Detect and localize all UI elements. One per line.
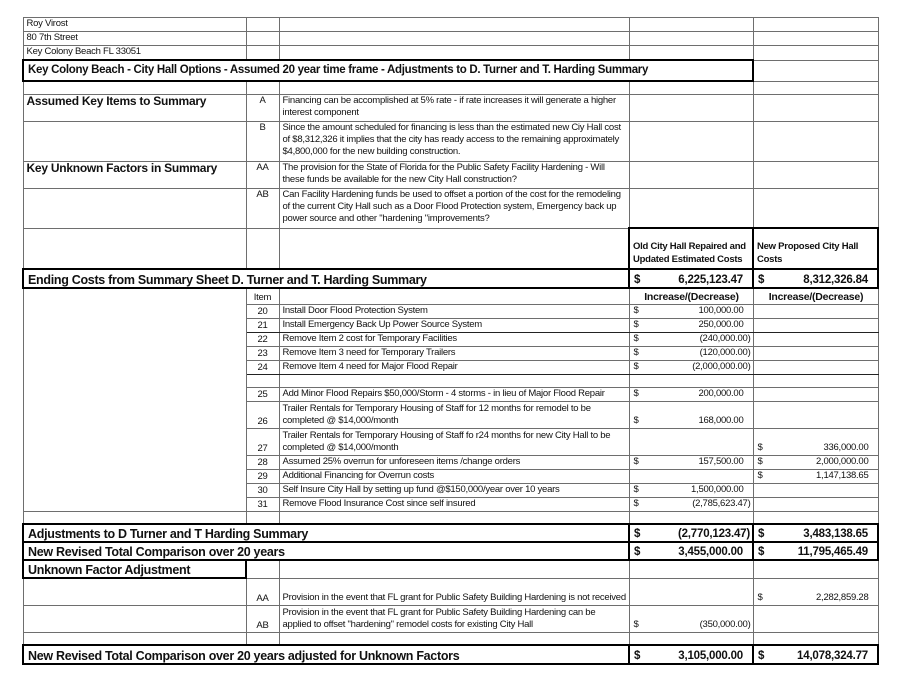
currency-symbol: $ <box>633 332 639 344</box>
item-number: 28 <box>246 455 279 469</box>
unknown-code: AA <box>246 578 279 605</box>
new-cost-cell <box>753 387 878 401</box>
new-cost-cell <box>753 332 878 346</box>
section-label <box>23 188 246 228</box>
item-number: 25 <box>246 387 279 401</box>
amount: (120,000.00) <box>699 346 751 358</box>
assumption-row <box>23 188 878 228</box>
currency-symbol: $ <box>757 455 763 467</box>
currency-symbol: $ <box>758 528 765 540</box>
item-description: Trailer Rentals for Temporary Housing of Staff fo r24 months for new City Hall to be completed @ $14,000/month <box>279 428 629 455</box>
section-label: Key Unknown Factors in Summary <box>23 161 246 188</box>
city-hall-options-table <box>22 17 879 665</box>
empty-cell <box>279 511 629 524</box>
old-cost-cell <box>629 497 753 511</box>
currency-symbol: $ <box>633 318 639 330</box>
currency-symbol: $ <box>758 274 765 286</box>
old-costs-header: Old City Hall Repaired and Updated Estimated Costs <box>629 228 753 269</box>
item-description: Additional Financing for Overrun costs <box>279 469 629 483</box>
new-revised-new-cell <box>753 542 878 560</box>
unknown-factor-rows <box>23 578 878 632</box>
item-number: 29 <box>246 469 279 483</box>
empty-cell <box>753 511 878 524</box>
item-description: Self Insure City Hall by setting up fund @$150,000/year over 10 years <box>279 483 629 497</box>
change-header-new: Increase/(Decrease) <box>753 288 878 304</box>
currency-symbol: $ <box>633 455 639 467</box>
unknown-factor-row <box>23 605 878 632</box>
ending-costs-new-cell <box>753 269 878 288</box>
empty-cell <box>23 578 246 605</box>
item-number: 26 <box>246 401 279 428</box>
new-cost-cell <box>753 346 878 360</box>
amount: 1,147,138.65 <box>816 469 869 481</box>
item-number <box>246 374 279 387</box>
item-description: Add Minor Flood Repairs $50,000/Storm - 4 storms - in lieu of Major Flood Repair <box>279 387 629 401</box>
empty-cell <box>279 632 629 645</box>
empty-cell <box>629 81 753 94</box>
amount: (2,785,623.47) <box>692 497 751 509</box>
old-cost-cell <box>629 304 753 318</box>
new-costs-header: New Proposed City Hall Costs <box>753 228 878 269</box>
new-cost-cell <box>753 605 878 632</box>
old-cost-cell <box>629 401 753 428</box>
empty-cell <box>629 46 753 61</box>
empty-cell <box>246 228 279 269</box>
new-cost-cell <box>753 483 878 497</box>
empty-cell <box>279 228 629 269</box>
new-revised-label: New Revised Total Comparison over 20 years <box>23 542 629 560</box>
new-cost-cell <box>753 455 878 469</box>
empty-cell <box>629 18 753 32</box>
sender-line: Key Colony Beach FL 33051 <box>23 46 246 61</box>
old-cost-cell <box>629 318 753 332</box>
assumption-row <box>23 121 878 161</box>
ending-costs-new-amount: 8,312,326.84 <box>803 274 868 286</box>
sender-row <box>23 46 878 61</box>
adjustments-label: Adjustments to D Turner and T Harding Summary <box>23 524 629 542</box>
final-old-amount: 3,105,000.00 <box>678 650 743 662</box>
empty-cell <box>246 18 279 32</box>
empty-cell <box>629 511 753 524</box>
amount: (240,000.00) <box>699 332 751 344</box>
empty-cell <box>246 32 279 46</box>
item-number: 23 <box>246 346 279 360</box>
currency-symbol: $ <box>633 497 639 509</box>
amount: 250,000.00 <box>698 318 744 330</box>
empty-cell <box>246 632 279 645</box>
assumption-text: Financing can be accomplished at 5% rate - if rate increases it will generate a higher interest component <box>279 94 629 121</box>
currency-symbol: $ <box>634 528 641 540</box>
empty-cell <box>753 188 878 228</box>
assumption-text: The provision for the State of Florida for the Public Safety Facility Hardening - Will these funds be available for the new City Hall construction? <box>279 161 629 188</box>
assumptions-section <box>23 94 878 228</box>
old-cost-cell <box>629 346 753 360</box>
empty-cell <box>279 46 629 61</box>
final-new-amount: 14,078,324.77 <box>797 650 868 662</box>
amount: (350,000.00) <box>699 618 751 630</box>
assumption-code: AA <box>246 161 279 188</box>
currency-symbol: $ <box>633 360 639 372</box>
new-cost-cell <box>753 318 878 332</box>
currency-symbol: $ <box>634 650 641 662</box>
section-label: Assumed Key Items to Summary <box>23 94 246 121</box>
new-revised-old-amount: 3,455,000.00 <box>678 546 743 558</box>
amount: 336,000.00 <box>823 441 869 453</box>
empty-cell <box>753 46 878 61</box>
title-block <box>23 60 878 94</box>
empty-cell <box>629 632 753 645</box>
old-cost-cell <box>629 387 753 401</box>
empty-cell <box>753 60 878 81</box>
item-description: Trailer Rentals for Temporary Housing of Staff for 12 months for remodel to be completed @ $14,000/month <box>279 401 629 428</box>
amount: 2,000,000.00 <box>816 455 869 467</box>
assumption-code: A <box>246 94 279 121</box>
empty-cell <box>23 81 246 94</box>
ending-costs-label: Ending Costs from Summary Sheet D. Turner and T. Harding Summary <box>23 269 629 288</box>
section-label <box>23 121 246 161</box>
currency-symbol: $ <box>633 387 639 399</box>
item-number: 24 <box>246 360 279 374</box>
amount: 100,000.00 <box>698 304 744 316</box>
change-header-old: Increase/(Decrease) <box>629 288 753 304</box>
item-description: Assumed 25% overrun for unforeseen items /change orders <box>279 455 629 469</box>
final-section <box>23 632 878 664</box>
empty-cell <box>629 94 753 121</box>
empty-cell <box>246 81 279 94</box>
item-number: 21 <box>246 318 279 332</box>
adjustments-old-cell <box>629 524 753 542</box>
currency-symbol: $ <box>757 591 763 603</box>
new-cost-cell <box>753 428 878 455</box>
ending-costs-old-cell <box>629 269 753 288</box>
amount: (2,000,000.00) <box>692 360 751 372</box>
old-cost-cell <box>629 469 753 483</box>
adjustments-new-amount: 3,483,138.65 <box>803 528 868 540</box>
item-number: 20 <box>246 304 279 318</box>
unknown-factor-header: Unknown Factor Adjustment <box>23 560 246 578</box>
currency-symbol: $ <box>757 441 763 453</box>
empty-cell <box>246 511 279 524</box>
empty-cell <box>753 560 878 578</box>
currency-symbol: $ <box>633 304 639 316</box>
assumption-row <box>23 94 878 121</box>
assumption-code: B <box>246 121 279 161</box>
item-description: Remove Flood Insurance Cost since self insured <box>279 497 629 511</box>
item-description: Remove Item 2 cost for Temporary Facilities <box>279 332 629 346</box>
item-description <box>279 374 629 387</box>
empty-cell <box>23 228 246 269</box>
old-cost-cell <box>629 483 753 497</box>
adjustments-new-cell <box>753 524 878 542</box>
new-cost-cell <box>753 469 878 483</box>
assumption-code: AB <box>246 188 279 228</box>
item-column-header: Item <box>246 288 279 304</box>
sender-row <box>23 32 878 46</box>
empty-cell <box>279 560 629 578</box>
final-new-cell <box>753 645 878 664</box>
assumption-row <box>23 161 878 188</box>
sender-row <box>23 18 878 32</box>
new-revised-new-amount: 11,795,465.49 <box>797 546 868 558</box>
old-cost-cell <box>629 578 753 605</box>
amount: 2,282,859.28 <box>816 591 869 603</box>
adjustment-items-section <box>23 288 878 511</box>
empty-cell <box>279 288 629 304</box>
empty-cell <box>246 46 279 61</box>
unknown-text: Provision in the event that FL grant for Public Safety Building Hardening can be applied to offset "hardening" remodel costs for existing City Hall <box>279 605 629 632</box>
currency-symbol: $ <box>634 546 641 558</box>
currency-symbol: $ <box>634 274 641 286</box>
old-cost-cell <box>629 374 753 387</box>
currency-symbol: $ <box>633 483 639 495</box>
currency-symbol: $ <box>757 469 763 481</box>
unknown-factor-row <box>23 578 878 605</box>
ending-costs-old-amount: 6,225,123.47 <box>678 274 743 286</box>
new-cost-cell <box>753 360 878 374</box>
item-number: 27 <box>246 428 279 455</box>
currency-symbol: $ <box>758 546 765 558</box>
new-cost-cell <box>753 578 878 605</box>
spacer-row <box>23 81 878 94</box>
old-cost-cell <box>629 605 753 632</box>
empty-cell <box>753 94 878 121</box>
empty-cell <box>753 32 878 46</box>
final-old-cell <box>629 645 753 664</box>
summary-section <box>23 511 878 578</box>
amount: 157,500.00 <box>698 455 744 467</box>
empty-cell <box>23 511 246 524</box>
new-revised-old-cell <box>629 542 753 560</box>
currency-symbol: $ <box>633 414 639 426</box>
old-cost-cell <box>629 332 753 346</box>
empty-cell <box>23 632 246 645</box>
empty-cell <box>753 161 878 188</box>
item-number: 30 <box>246 483 279 497</box>
empty-cell <box>279 18 629 32</box>
old-cost-cell <box>629 360 753 374</box>
currency-symbol: $ <box>633 618 639 630</box>
item-number: 22 <box>246 332 279 346</box>
unknown-text: Provision in the event that FL grant for Public Safety Building Hardening is not received <box>279 578 629 605</box>
adjustments-old-amount: (2,770,123.47) <box>677 528 750 540</box>
amount: 200,000.00 <box>698 387 744 399</box>
empty-cell <box>629 188 753 228</box>
empty-cell <box>279 81 629 94</box>
new-cost-cell <box>753 304 878 318</box>
currency-symbol: $ <box>633 346 639 358</box>
new-cost-cell <box>753 401 878 428</box>
empty-cell <box>753 81 878 94</box>
empty-cell <box>279 32 629 46</box>
old-cost-cell <box>629 428 753 455</box>
empty-cell <box>753 121 878 161</box>
old-cost-cell <box>629 455 753 469</box>
currency-symbol: $ <box>758 650 765 662</box>
empty-cell <box>629 32 753 46</box>
blank-label-column <box>23 288 246 511</box>
page-title: Key Colony Beach - City Hall Options - Assumed 20 year time frame - Adjustments to D. Turner and T. Harding Summary <box>23 60 753 81</box>
empty-cell <box>753 18 878 32</box>
item-number: 31 <box>246 497 279 511</box>
new-cost-cell <box>753 497 878 511</box>
item-description: Remove Item 4 need for Major Flood Repair <box>279 360 629 374</box>
cost-column-headers <box>23 228 878 288</box>
spacer-row <box>23 632 878 645</box>
assumption-text: Can Facility Hardening funds be used to offset a portion of the cost for the remodeling of the current City Hall such as a Door Flood Protection system, Emergency back up power source and other "hardening "improvements? <box>279 188 629 228</box>
new-cost-cell <box>753 374 878 387</box>
sender-line: Roy Virost <box>23 18 246 32</box>
final-total-label: New Revised Total Comparison over 20 years adjusted for Unknown Factors <box>23 645 629 664</box>
empty-cell <box>629 161 753 188</box>
empty-cell <box>23 605 246 632</box>
assumption-text: Since the amount scheduled for financing is less than the estimated new Ciy Hall cost of $8,312,326 it implies that the city has ready access to the remaining approximately $4,800,000 for the new building construction. <box>279 121 629 161</box>
sender-address-block <box>23 18 878 61</box>
empty-cell <box>629 560 753 578</box>
spacer-row <box>23 511 878 524</box>
sender-line: 80 7th Street <box>23 32 246 46</box>
item-description: Install Door Flood Protection System <box>279 304 629 318</box>
unknown-code: AB <box>246 605 279 632</box>
item-description: Remove Item 3 need for Temporary Trailers <box>279 346 629 360</box>
item-description: Install Emergency Back Up Power Source System <box>279 318 629 332</box>
empty-cell <box>246 560 279 578</box>
amount: 168,000.00 <box>698 414 744 426</box>
spreadsheet-printout <box>22 17 879 665</box>
empty-cell <box>629 121 753 161</box>
amount: 1,500,000.00 <box>691 483 744 495</box>
empty-cell <box>753 632 878 645</box>
